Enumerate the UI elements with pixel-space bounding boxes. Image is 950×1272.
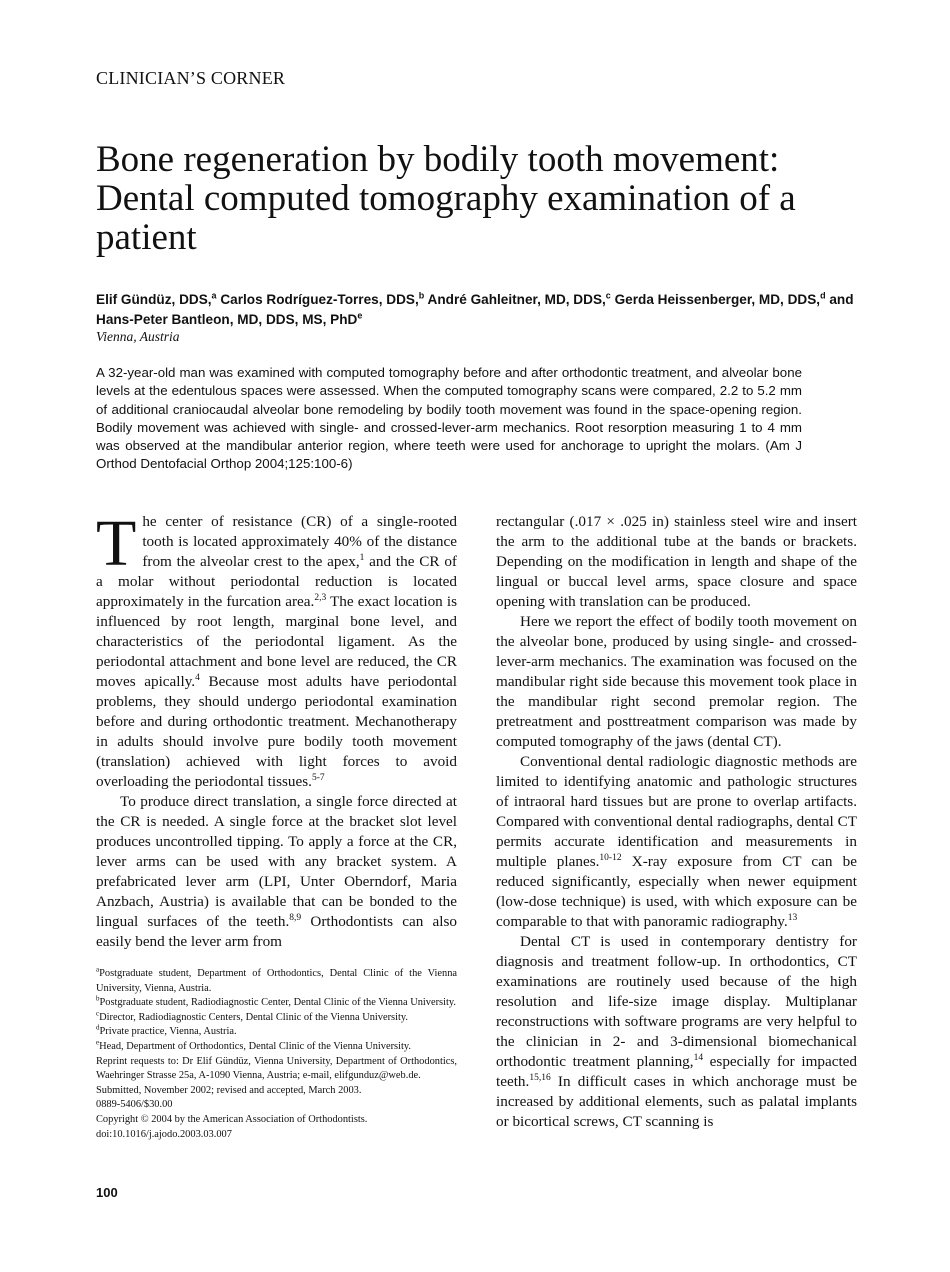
footnote: $^d$Private practice, Vienna, Austria. xyxy=(96,1023,237,1038)
footnote: Reprint requests to: Dr Elif Gündüz, Vienna University, Department of Orthodontics, Waehringer Strasse 25a, A-1090 Vienna, Austria; e-mail, elifgunduz@web.de. xyxy=(96,1055,457,1082)
page-number: 100 xyxy=(96,1185,118,1200)
section-label: CLINICIAN’S CORNER xyxy=(96,68,286,88)
affiliation-mark: d xyxy=(820,290,826,301)
footnote: 0889-5406/$30.00 xyxy=(96,1099,173,1111)
footnote: Copyright © 2004 by the American Association of Orthodontists. xyxy=(96,1113,368,1125)
citation-mark: 8,9 xyxy=(289,912,302,923)
abstract: A 32-year-old man was examined with computed tomography before and after orthodontic treatment, and alveolar bone levels at the edentulous spaces were assessed. When the computed tomography scans were compared, 2.2 to 5.2 mm of additional craniocaudal alveolar bone remodeling by bodily tooth movement was found in the space-opening region. Bodily movement was achieved with single- and crossed-lever-arm mechanics. Root resorption measuring 1 to 4 mm was observed at the mandibular anterior region, where teeth were used for anchorage to upright the molars. (Am J Orthod Dentofacial Orthop 2004;125:100-6) xyxy=(96,365,802,472)
author-name: and Hans-Peter Bantleon, MD, DDS, MS, PhD xyxy=(96,292,854,327)
footnote: $^e$Head, Department of Orthodontics, Dental Clinic of the Vienna University. xyxy=(96,1038,411,1052)
body-paragraph: The center of resistance (CR) of a single-rooted tooth is located approximately 40% of the distance from the alveolar crest to the apex,$^1$ and the CR of a molar without periodontal reduction is located approximately in the furcation area.$^{2,3}$ The exact location is influenced by root length, marginal bone level, and characteristics of the periodontal ligament. As the periodontal attachment and bone level are reduced, the CR moves apically.$^4$ Because most adults have periodontal problems, they should undergo periodontal examination before and during orthodontic treatment. Mechanotherapy in adults should involve pure bodily tooth movement (translation) achieved with light forces to avoid overloading the periodontal tissues.$^{5-7}$ xyxy=(96,507,457,790)
affiliation-mark: e xyxy=(357,310,363,321)
author-location: Vienna, Austria xyxy=(96,329,180,344)
citation-mark: 14 xyxy=(693,1052,704,1063)
citation-mark: 10-12 xyxy=(599,852,622,863)
citation-mark: 15,16 xyxy=(529,1072,551,1083)
footnote: Submitted, November 2002; revised and accepted, March 2003. xyxy=(96,1084,362,1096)
body-paragraph: To produce direct translation, a single force directed at the CR is needed. A single force at the bracket slot level produces uncontrolled tipping. To apply a force at the CR, lever arms can be used with any bracket system. A prefabricated lever arm (LPI, Unter Oberndorf, Maria Anzbach, Austria) is available that can be bonded to the lingual surfaces of the teeth.$^{8,9}$ Orthodontists can also easily bend the lever arm from xyxy=(96,793,458,950)
footnote: $^b$Postgraduate student, Radiodiagnostic Center, Dental Clinic of the Vienna University. xyxy=(96,994,456,1009)
author-list xyxy=(96,290,866,330)
body-paragraph: rectangular (.017 × .025 in) stainless steel wire and insert the arm to the additional tube at the bands or brackets. Depending on the modification in length and shape of the lingual or buccal level arms, space closure and space opening with translation can be produced. xyxy=(496,513,857,610)
body-paragraph: Here we report the effect of bodily tooth movement on the alveolar bone, produced by using single- and crossed-lever-arm mechanics. The examination was focused on the mandibular right side because this movement took place in the mandibular right second premolar region. The pretreatment and posttreatment comparison was made by computed tomography of the jaws (dental CT). xyxy=(496,613,857,750)
footnote: $^c$Director, Radiodiagnostic Centers, Dental Clinic of the Vienna University. xyxy=(96,1009,408,1023)
body-column-right xyxy=(496,512,857,1132)
footnote: $^a$Postgraduate student, Department of Orthodontics, Dental Clinic of the Vienna University, Vienna, Austria. xyxy=(96,965,457,994)
citation-mark: 4 xyxy=(195,672,200,683)
citation-mark: 5-7 xyxy=(311,772,325,783)
author-name: Gerda Heissenberger, MD, DDS, xyxy=(614,292,821,307)
author-name: Carlos Rodríguez-Torres, DDS, xyxy=(220,292,419,307)
affiliation-mark: b xyxy=(418,290,425,301)
footnote-mark: b xyxy=(96,994,100,1003)
body-paragraph: Conventional dental radiologic diagnostic methods are limited to identifying anatomic and pathologic structures of intraoral hard tissues but are prone to overlap artifacts. Compared with conventional dental radiographs, dental CT permits accurate identification and measurements in multiple planes.$^{10-12}$ X-ray exposure from CT can be reduced significantly, especially when newer equipment (low-dose technique) is used, with which exposure can be comparable to that with panoramic radiography.$^{13}$ xyxy=(496,753,857,930)
citation-mark: 2,3 xyxy=(314,592,327,603)
author-name: Elif Gündüz, DDS, xyxy=(96,292,212,307)
affiliation-mark: a xyxy=(211,290,217,301)
footnotes xyxy=(96,967,457,1142)
affiliation-mark: c xyxy=(605,290,611,301)
footnote-mark: d xyxy=(96,1023,100,1032)
body-column-left xyxy=(96,507,458,952)
citation-mark: 1 xyxy=(359,552,365,563)
footnote-mark: a xyxy=(96,965,100,974)
citation-mark: 13 xyxy=(787,912,798,923)
body-paragraph: Dental CT is used in contemporary dentistry for diagnosis and treatment follow-up. In orthodontics, CT examinations are routinely used because of the high resolution and life-size image display. Multiplanar reconstructions with software programs are very helpful to the clinician in 2- and 3-dimensional biomechanical orthodontic treatment planning,$^{14}$ especially for impacted teeth.$^{15,16}$ In difficult cases in which anchorage must be increased by additional elements, such as palatal implants or bicortical screws, CT scanning is xyxy=(496,933,858,1130)
drop-cap: T xyxy=(96,507,137,580)
footnote-mark: c xyxy=(96,1009,100,1018)
author-name: André Gahleitner, MD, DDS, xyxy=(427,292,606,307)
footnote-mark: e xyxy=(96,1038,100,1047)
article-title: Bone regeneration by bodily tooth movement: Dental computed tomography examination of a patient xyxy=(96,139,796,258)
footnote: doi:10.1016/j.ajodo.2003.03.007 xyxy=(96,1128,232,1140)
